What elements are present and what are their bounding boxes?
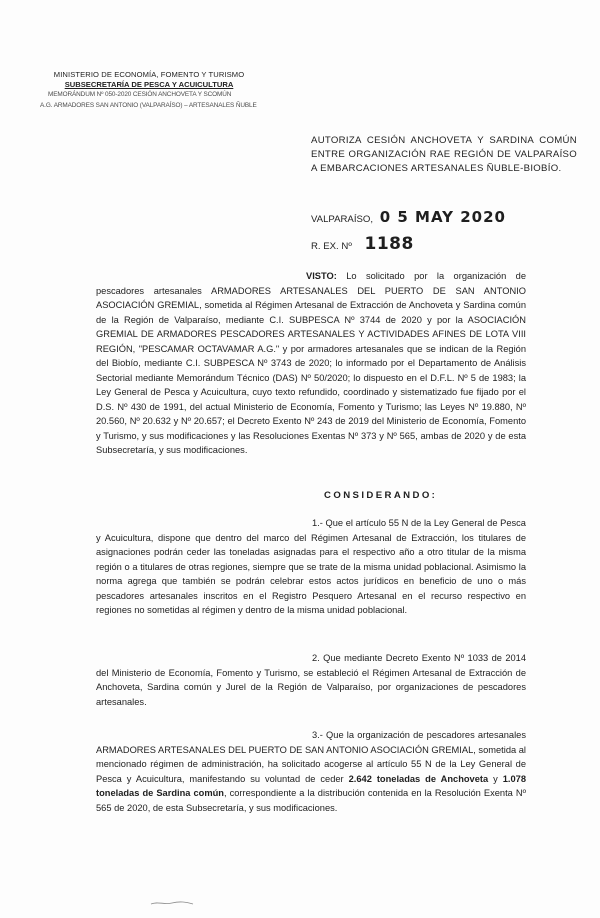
paragraph-number: 3.- bbox=[312, 730, 327, 740]
visto-text: Lo solicitado por la organización de pescadores artesanales ARMADORES ARTESANALES DEL PUERTO DE SAN ANTONIO ASOCIACIÓN GREMIAL, sometida al Régimen Artesanal de Extracción de Anchoveta y Sardina común de la Región de Valparaíso, mediante C.I. SUBPESCA Nº 3744 de 2020 y por la ASOCIACIÓN GREMIAL DE ARMADORES PESCADORES ARTESANALES Y ACTIVIDADES AFINES DE LOTA VIII REGIÓN, "PESCAMAR OCTAVAMAR A.G." y por armadores artesanales que se indican de la Región del Biobío, mediante C.I. SUBPESCA Nº 3743 de 2020; lo informado por el Departamento de Análisis Sectorial mediante Memorándum Técnico (DAS) Nº 50/2020; lo dispuesto en el D.F.L. Nº 5 de 1983; la Ley General de Pesca y Acuicultura, cuyo texto refundido, coordinado y sistematizado fue fijado por el D.S. Nº 430 de 1991, del actual Ministerio de Economía, Fomento y Turismo; las Leyes Nº 19.880, Nº 20.560, Nº 20.632 y Nº 20.657; el Decreto Exento Nº 243 de 2019 del Ministerio de Economía, Fomento y Turismo, y sus modificaciones y las Resoluciones Exentas Nº 373 y Nº 565, ambas de 2020 y de esta Subsecretaría, y sus modificaciones. bbox=[96, 271, 526, 455]
page-mark bbox=[150, 900, 194, 906]
city: VALPARAÍSO, bbox=[311, 214, 374, 225]
paragraph-number: 2. bbox=[312, 653, 324, 663]
sardina-tonnage: 1.078 toneladas de Sardina común bbox=[96, 773, 526, 798]
paragraph-text: Que la organización de pescadores artesanales ARMADORES ARTESANALES DEL PUERTO DE SAN ANTONIO ASOCIACIÓN GREMIAL, sometida al mencionado régimen de administración, ha solicitado acogerse al artículo 55 N de la Ley General de Pesca y Acuicultura, manifestando su voluntad de ceder bbox=[96, 730, 526, 784]
considerando-paragraph-2 bbox=[96, 651, 526, 709]
organization-reference: A.G. ARMADORES SAN ANTONIO (VALPARAÍSO) – ARTESANALES ÑUBLE bbox=[40, 101, 257, 109]
considerando-paragraph-1 bbox=[96, 516, 526, 618]
ministry-name: MINISTERIO DE ECONOMÍA, FOMENTO Y TURISMO bbox=[53, 70, 245, 79]
resolution-number-line bbox=[311, 234, 414, 254]
subsecretaria-name: SUBSECRETARÍA DE PESCA Y ACUICULTURA bbox=[64, 80, 234, 90]
paragraph-number: 1.- bbox=[312, 518, 326, 528]
resolution-number: 1188 bbox=[364, 234, 414, 254]
paragraph-text: Que el artículo 55 N de la Ley General de Pesca y Acuicultura, dispone que dentro del marco del Régimen Artesanal de Extracción, los titulares de asignaciones podrán ceder las toneladas asignadas para el respectivo año a otro titular de la misma región o a titulares de otras regiones, siempre que se trate de la misma unidad poblacional. Asimismo la norma agrega que también se podrán celebrar estos actos jurídicos en beneficio de uno o más pescadores artesanales inscritos en el Registro Pesquero Artesanal en el recurso respectivo en regiones no sometidas al régimen y dentro de la misma unidad poblacional. bbox=[96, 518, 526, 615]
paragraph-text: Que mediante Decreto Exento Nº 1033 de 2014 del Ministerio de Economía, Fomento y Turismo, se estableció el Régimen Artesanal de Extracción de Anchoveta, Sardina común y Jurel de la Región de Valparaíso, por organizaciones de pescadores artesanales. bbox=[96, 653, 526, 707]
resolution-subject: AUTORIZA CESIÓN ANCHOVETA Y SARDINA COMÚN ENTRE ORGANIZACIÓN RAE REGIÓN DE VALPARAÍSO A EMBARCACIONES ARTESANALES ÑUBLE-BIOBÍO. bbox=[311, 135, 577, 175]
resolution-label: R. EX. Nº bbox=[311, 241, 352, 252]
stamped-date: 0 5 MAY 2020 bbox=[379, 208, 506, 226]
anchoveta-tonnage: 2.642 toneladas de Anchoveta bbox=[348, 773, 489, 784]
visto-paragraph bbox=[96, 269, 526, 458]
dateline bbox=[311, 208, 506, 226]
considerando-paragraph-3 bbox=[96, 728, 526, 815]
paragraph-text: y bbox=[488, 773, 503, 784]
letterhead bbox=[40, 70, 280, 111]
considerando-heading: CONSIDERANDO: bbox=[324, 490, 438, 501]
visto-lead: VISTO: bbox=[306, 271, 337, 281]
paragraph-text: , correspondiente a la distribución contenida en la Resolución Exenta Nº 565 de 2020, de esta Subsecretaría, y sus modificaciones. bbox=[96, 788, 526, 813]
memo-reference: MEMORÁNDUM Nº 050-2020 CESIÓN ANCHOVETA Y SCOMÚN bbox=[48, 91, 232, 99]
